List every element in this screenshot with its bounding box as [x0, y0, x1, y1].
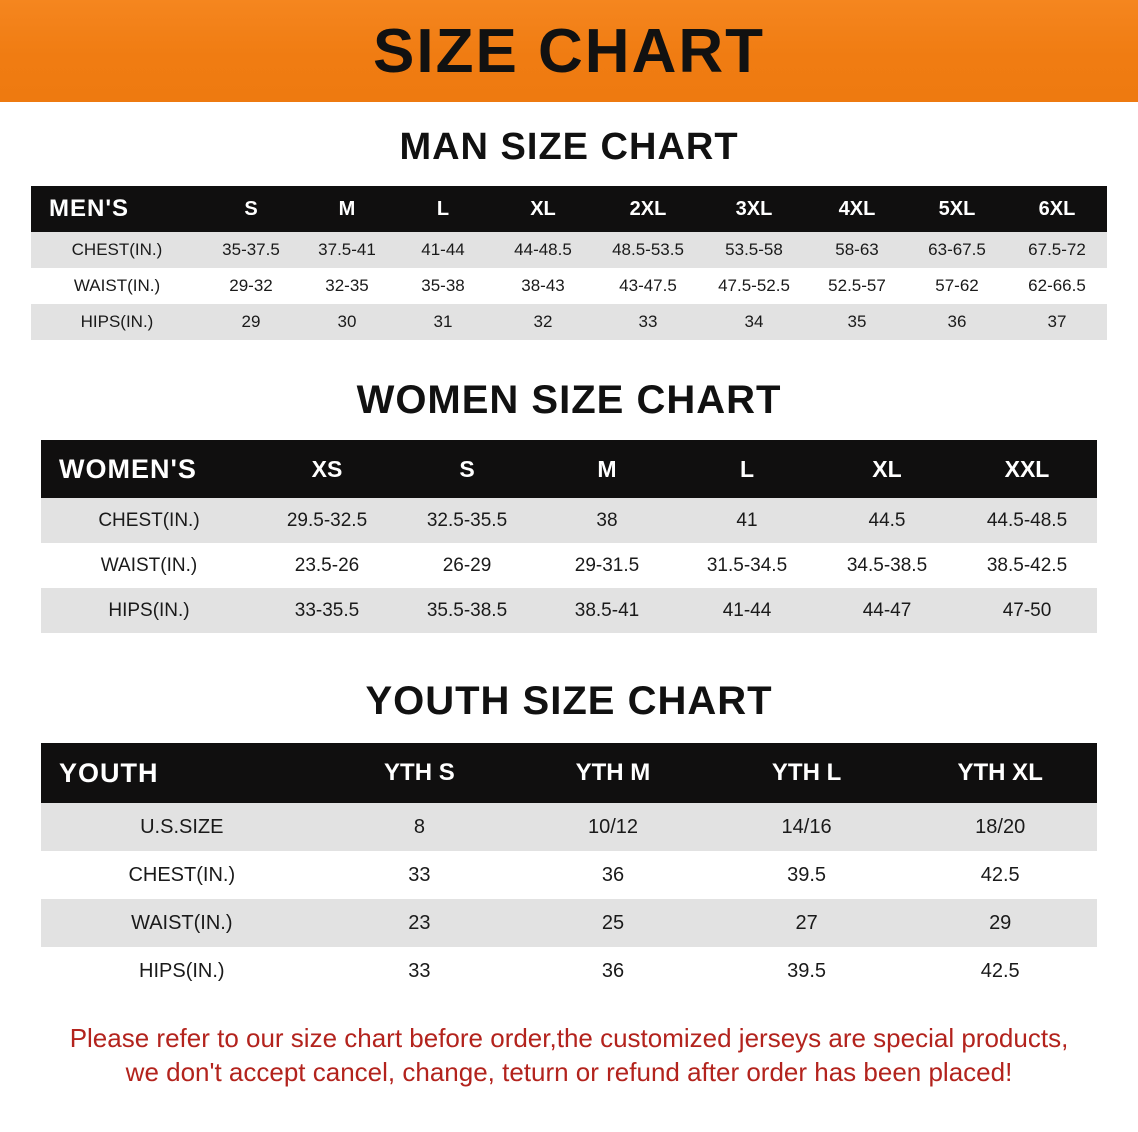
table-cell: 18/20: [903, 803, 1097, 851]
table-cell: 44-47: [817, 588, 957, 633]
women-size-table: [41, 440, 1097, 633]
table-cell: 39.5: [710, 851, 904, 899]
page-banner: [0, 0, 1138, 102]
table-header-cell: YTH XL: [903, 743, 1097, 803]
table-header-cell: WOMEN'S: [41, 440, 257, 498]
page-title: SIZE CHART: [373, 17, 765, 86]
table-cell: 38.5-41: [537, 588, 677, 633]
table-header-cell: XS: [257, 440, 397, 498]
table-header-cell: S: [203, 186, 299, 232]
table-cell: 36: [907, 304, 1007, 340]
table-header-cell: L: [395, 186, 491, 232]
table-cell: 44.5: [817, 498, 957, 543]
table-row: [41, 588, 1097, 633]
row-label: U.S.SIZE: [41, 803, 323, 851]
table-cell: 33: [323, 851, 517, 899]
table-cell: 35.5-38.5: [397, 588, 537, 633]
women-section-heading: WOMEN SIZE CHART: [356, 378, 782, 422]
table-header-cell: 3XL: [701, 186, 807, 232]
table-row: [31, 268, 1107, 304]
table-cell: 41-44: [677, 588, 817, 633]
row-label: HIPS(IN.): [41, 947, 323, 995]
table-row: [41, 851, 1097, 899]
table-cell: 34.5-38.5: [817, 543, 957, 588]
table-cell: 32.5-35.5: [397, 498, 537, 543]
table-cell: 41: [677, 498, 817, 543]
row-label: WAIST(IN.): [41, 543, 257, 588]
table-cell: 57-62: [907, 268, 1007, 304]
table-row: [41, 947, 1097, 995]
man-size-table: [31, 186, 1107, 340]
table-cell: 31: [395, 304, 491, 340]
table-cell: 32: [491, 304, 595, 340]
table-cell: 33: [323, 947, 517, 995]
table-cell: 47.5-52.5: [701, 268, 807, 304]
table-cell: 42.5: [903, 851, 1097, 899]
table-header-cell: YOUTH: [41, 743, 323, 803]
table-header-cell: XL: [817, 440, 957, 498]
man-section-heading: MAN SIZE CHART: [399, 126, 739, 168]
table-cell: 48.5-53.5: [595, 232, 701, 268]
table-cell: 27: [710, 899, 904, 947]
table-cell: 34: [701, 304, 807, 340]
table-cell: 58-63: [807, 232, 907, 268]
table-cell: 39.5: [710, 947, 904, 995]
table-cell: 30: [299, 304, 395, 340]
table-cell: 36: [516, 851, 710, 899]
table-header-cell: 4XL: [807, 186, 907, 232]
table-cell: 35-38: [395, 268, 491, 304]
table-cell: 29-31.5: [537, 543, 677, 588]
table-row: [41, 899, 1097, 947]
table-cell: 52.5-57: [807, 268, 907, 304]
table-row: [41, 543, 1097, 588]
table-header-cell: YTH L: [710, 743, 904, 803]
table-cell: 23: [323, 899, 517, 947]
row-label: WAIST(IN.): [31, 268, 203, 304]
row-label: CHEST(IN.): [31, 232, 203, 268]
table-cell: 42.5: [903, 947, 1097, 995]
table-cell: 33-35.5: [257, 588, 397, 633]
row-label: CHEST(IN.): [41, 498, 257, 543]
table-header-row: [31, 186, 1107, 232]
table-cell: 33: [595, 304, 701, 340]
table-cell: 31.5-34.5: [677, 543, 817, 588]
row-label: HIPS(IN.): [31, 304, 203, 340]
table-header-row: [41, 743, 1097, 803]
table-cell: 26-29: [397, 543, 537, 588]
table-cell: 62-66.5: [1007, 268, 1107, 304]
row-label: CHEST(IN.): [41, 851, 323, 899]
table-cell: 35: [807, 304, 907, 340]
table-header-cell: YTH S: [323, 743, 517, 803]
table-cell: 38-43: [491, 268, 595, 304]
table-header-cell: M: [537, 440, 677, 498]
table-cell: 29: [903, 899, 1097, 947]
table-cell: 36: [516, 947, 710, 995]
table-cell: 41-44: [395, 232, 491, 268]
table-header-cell: YTH M: [516, 743, 710, 803]
youth-section-heading: YOUTH SIZE CHART: [365, 679, 773, 723]
table-header-cell: L: [677, 440, 817, 498]
table-cell: 63-67.5: [907, 232, 1007, 268]
table-cell: 29: [203, 304, 299, 340]
disclaimer-note: [40, 1021, 1098, 1090]
table-header-cell: S: [397, 440, 537, 498]
table-cell: 47-50: [957, 588, 1097, 633]
table-cell: 38: [537, 498, 677, 543]
table-header-cell: XXL: [957, 440, 1097, 498]
table-cell: 29-32: [203, 268, 299, 304]
table-row: [41, 498, 1097, 543]
table-header-cell: 2XL: [595, 186, 701, 232]
disclaimer-line-1: Please refer to our size chart before order,the customized jerseys are special products,: [69, 1023, 1069, 1053]
row-label: HIPS(IN.): [41, 588, 257, 633]
table-cell: 38.5-42.5: [957, 543, 1097, 588]
table-cell: 67.5-72: [1007, 232, 1107, 268]
table-row: [31, 232, 1107, 268]
youth-size-table: [41, 743, 1097, 995]
table-row: [31, 304, 1107, 340]
table-cell: 29.5-32.5: [257, 498, 397, 543]
table-cell: 25: [516, 899, 710, 947]
table-cell: 37.5-41: [299, 232, 395, 268]
table-header-cell: XL: [491, 186, 595, 232]
table-row: [41, 803, 1097, 851]
row-label: WAIST(IN.): [41, 899, 323, 947]
table-cell: 44-48.5: [491, 232, 595, 268]
table-cell: 35-37.5: [203, 232, 299, 268]
table-cell: 37: [1007, 304, 1107, 340]
table-header-row: [41, 440, 1097, 498]
table-header-cell: MEN'S: [31, 186, 203, 232]
table-cell: 32-35: [299, 268, 395, 304]
table-header-cell: 6XL: [1007, 186, 1107, 232]
table-cell: 8: [323, 803, 517, 851]
table-cell: 23.5-26: [257, 543, 397, 588]
disclaimer-line-2: we don't accept cancel, change, teturn or refund after order has been placed!: [125, 1057, 1013, 1088]
table-cell: 14/16: [710, 803, 904, 851]
table-cell: 10/12: [516, 803, 710, 851]
table-cell: 53.5-58: [701, 232, 807, 268]
table-cell: 43-47.5: [595, 268, 701, 304]
table-header-cell: M: [299, 186, 395, 232]
table-header-cell: 5XL: [907, 186, 1007, 232]
table-cell: 44.5-48.5: [957, 498, 1097, 543]
